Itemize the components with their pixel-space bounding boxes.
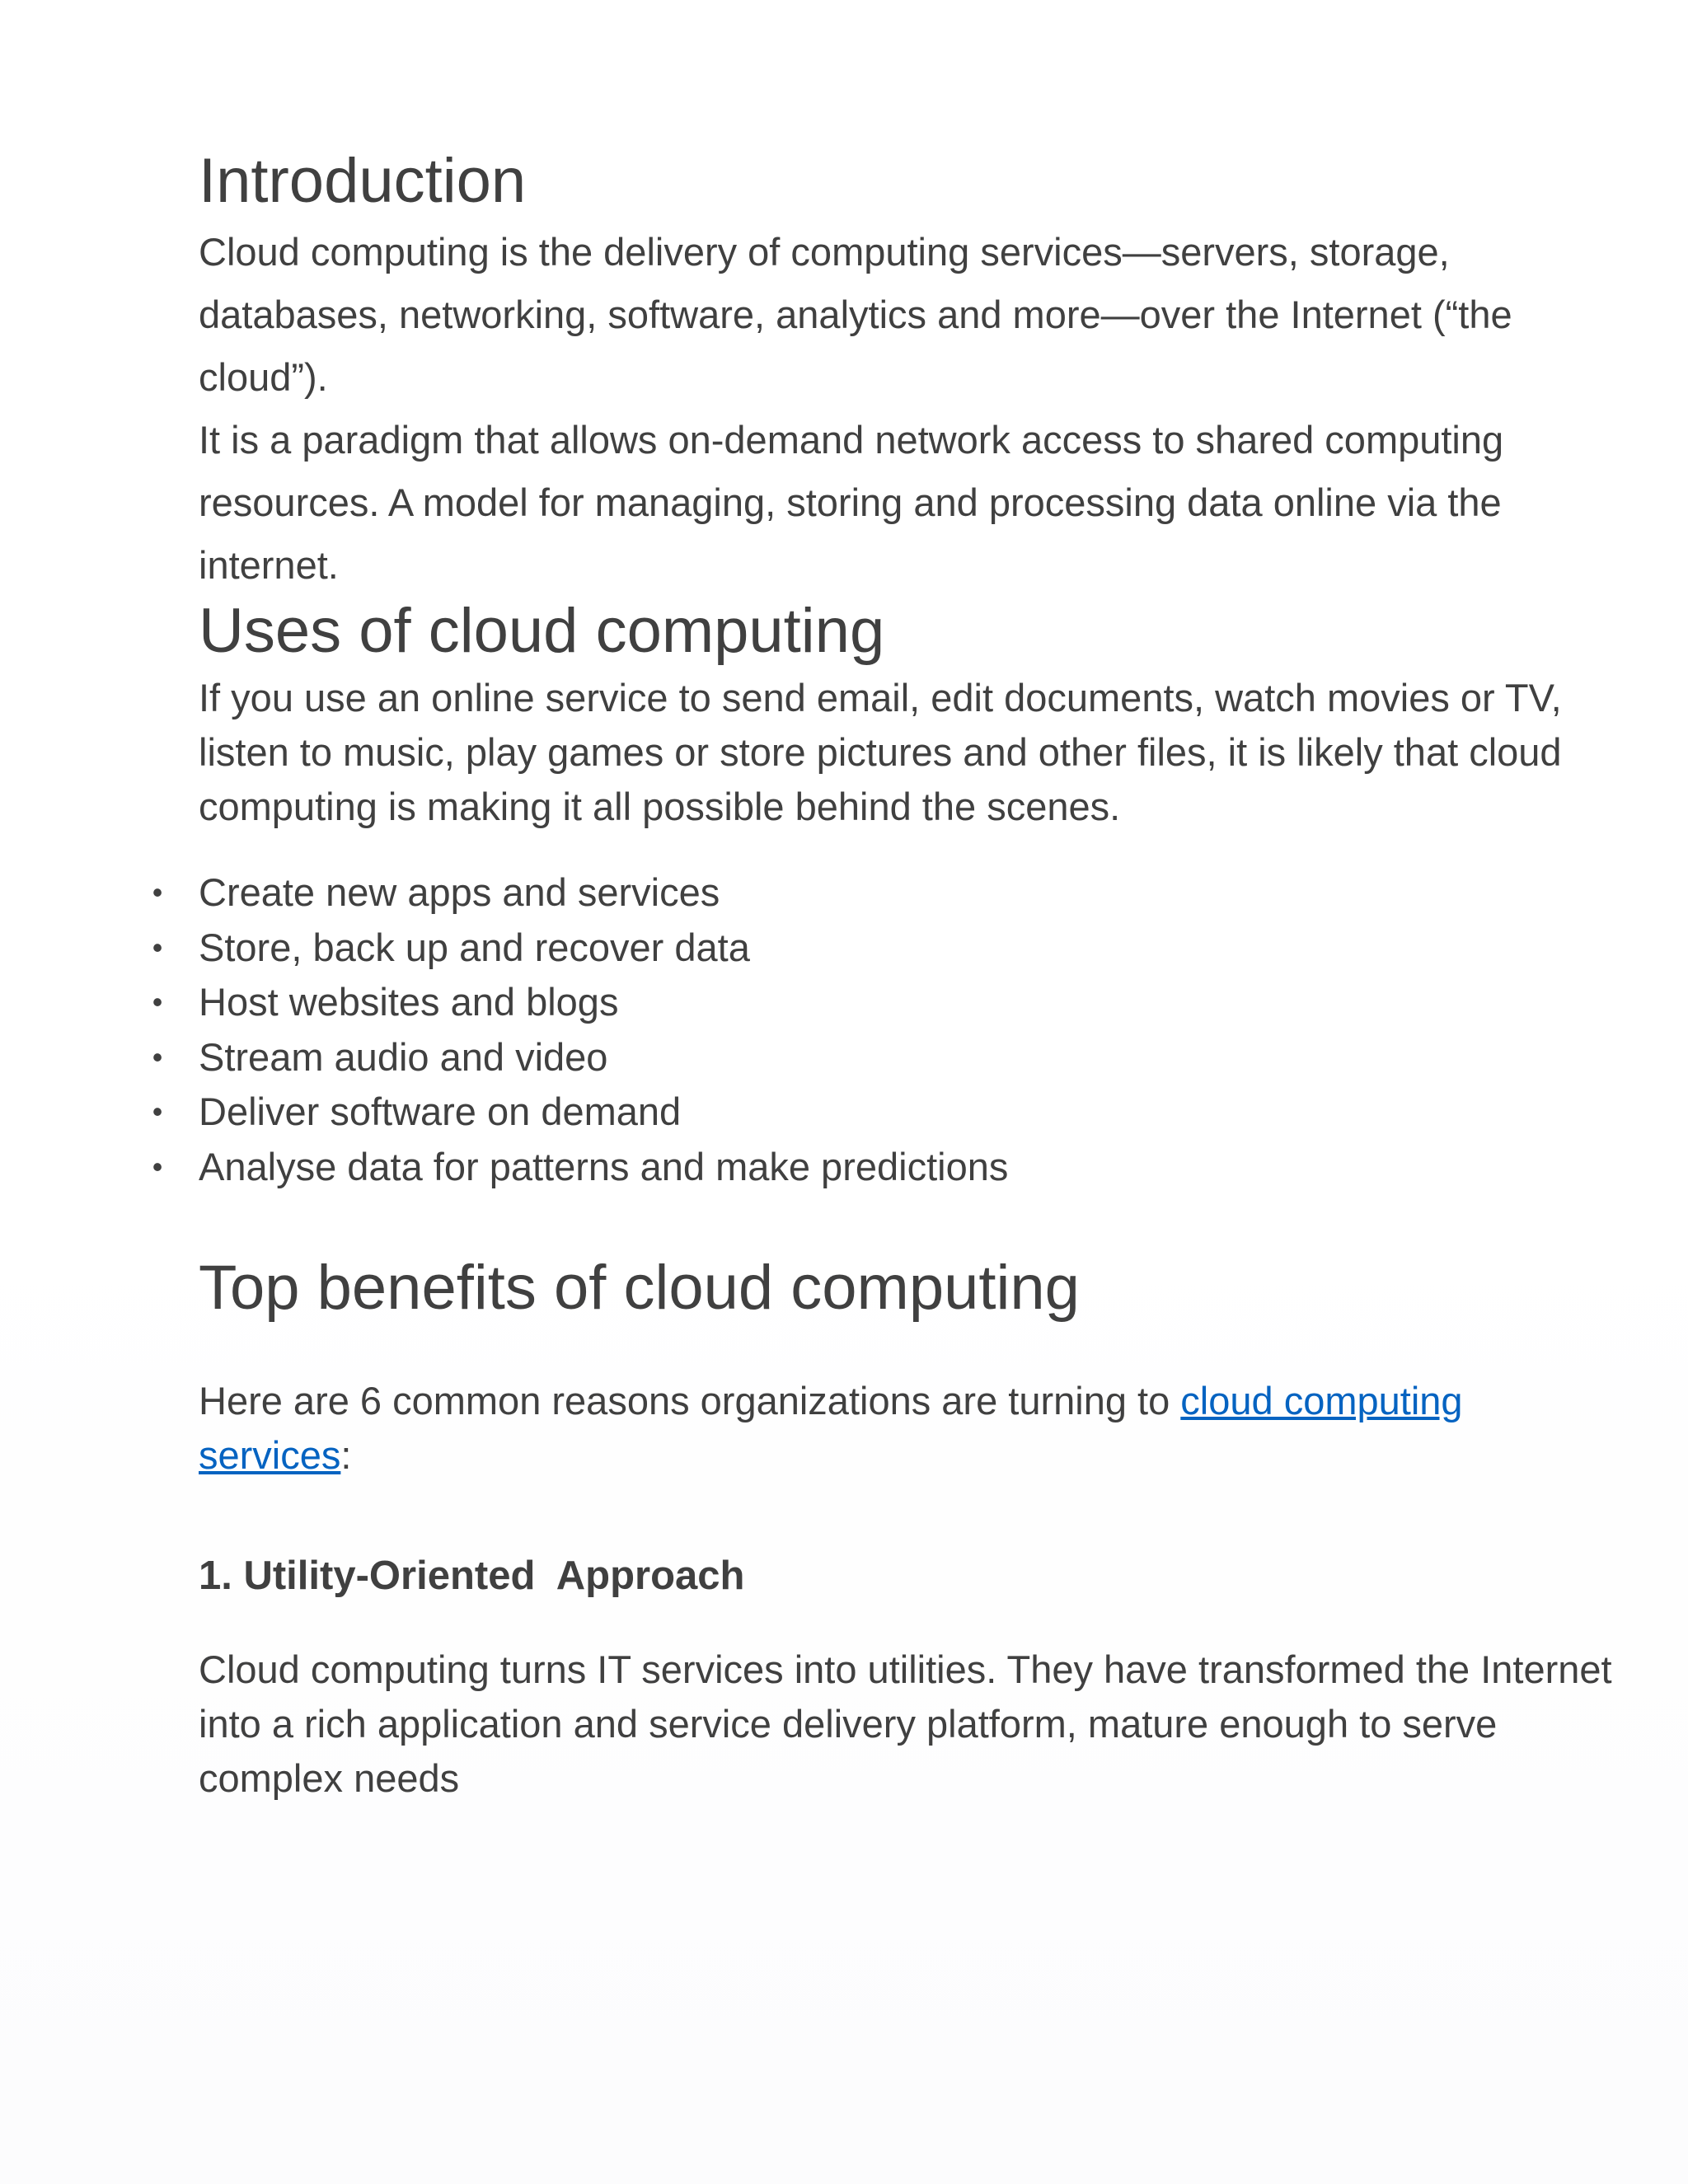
- list-item-label: Analyse data for patterns and make predictions: [199, 1144, 1009, 1188]
- benefits-intro-suffix: :: [340, 1433, 352, 1477]
- benefits-intro: [199, 1374, 1583, 1483]
- heading-uses: Uses of cloud computing: [199, 596, 885, 666]
- benefits-intro-text: Here are 6 common reasons organizations are turning to: [199, 1379, 1181, 1422]
- bullet-icon: •: [152, 1094, 163, 1128]
- list-item-label: Store, back up and recover data: [199, 925, 750, 969]
- bullet-icon: •: [152, 1149, 163, 1183]
- cloud-computing-services-link[interactable]: cloud computing services: [199, 1379, 1463, 1477]
- list-item: [152, 1030, 1616, 1085]
- bullet-icon: •: [152, 985, 163, 1019]
- bullet-icon: •: [152, 875, 163, 909]
- uses-list: [152, 865, 1616, 1194]
- benefit-1-text: Cloud computing turns IT services into utilities. They have transformed the Internet into a rich application and service delivery platform, mature enough to serve complex needs: [199, 1647, 1612, 1800]
- document-content: [152, 140, 1616, 1806]
- list-item-label: Deliver software on demand: [199, 1090, 682, 1133]
- list-item: [152, 1140, 1616, 1195]
- benefit-1-title: 1. Utility-Oriented Approach: [199, 1554, 745, 1598]
- intro-paragraph-2: It is a paradigm that allows on-demand network access to shared computing resources. A model for managing, storing and processing data online via the internet.: [199, 418, 1504, 587]
- heading-benefits: Top benefits of cloud computing: [199, 1253, 1080, 1323]
- heading-introduction: Introduction: [199, 146, 527, 216]
- list-item: [152, 975, 1616, 1030]
- list-item: [152, 1085, 1616, 1140]
- list-item-label: Create new apps and services: [199, 870, 720, 914]
- intro-paragraph-1: Cloud computing is the delivery of computing services—servers, storage, databases, networking, software, analytics and more—over the Internet (“the cloud”).: [199, 230, 1512, 399]
- list-item: [152, 921, 1616, 976]
- bullet-icon: •: [152, 1039, 163, 1074]
- list-item: [152, 865, 1616, 921]
- uses-paragraph: If you use an online service to send email, edit documents, watch movies or TV, listen to music, play games or store pictures and other files, it is likely that cloud computing is making it all possible behind the scenes.: [199, 676, 1562, 828]
- bullet-icon: •: [152, 930, 163, 964]
- list-item-label: Host websites and blogs: [199, 980, 619, 1024]
- list-item-label: Stream audio and video: [199, 1034, 608, 1079]
